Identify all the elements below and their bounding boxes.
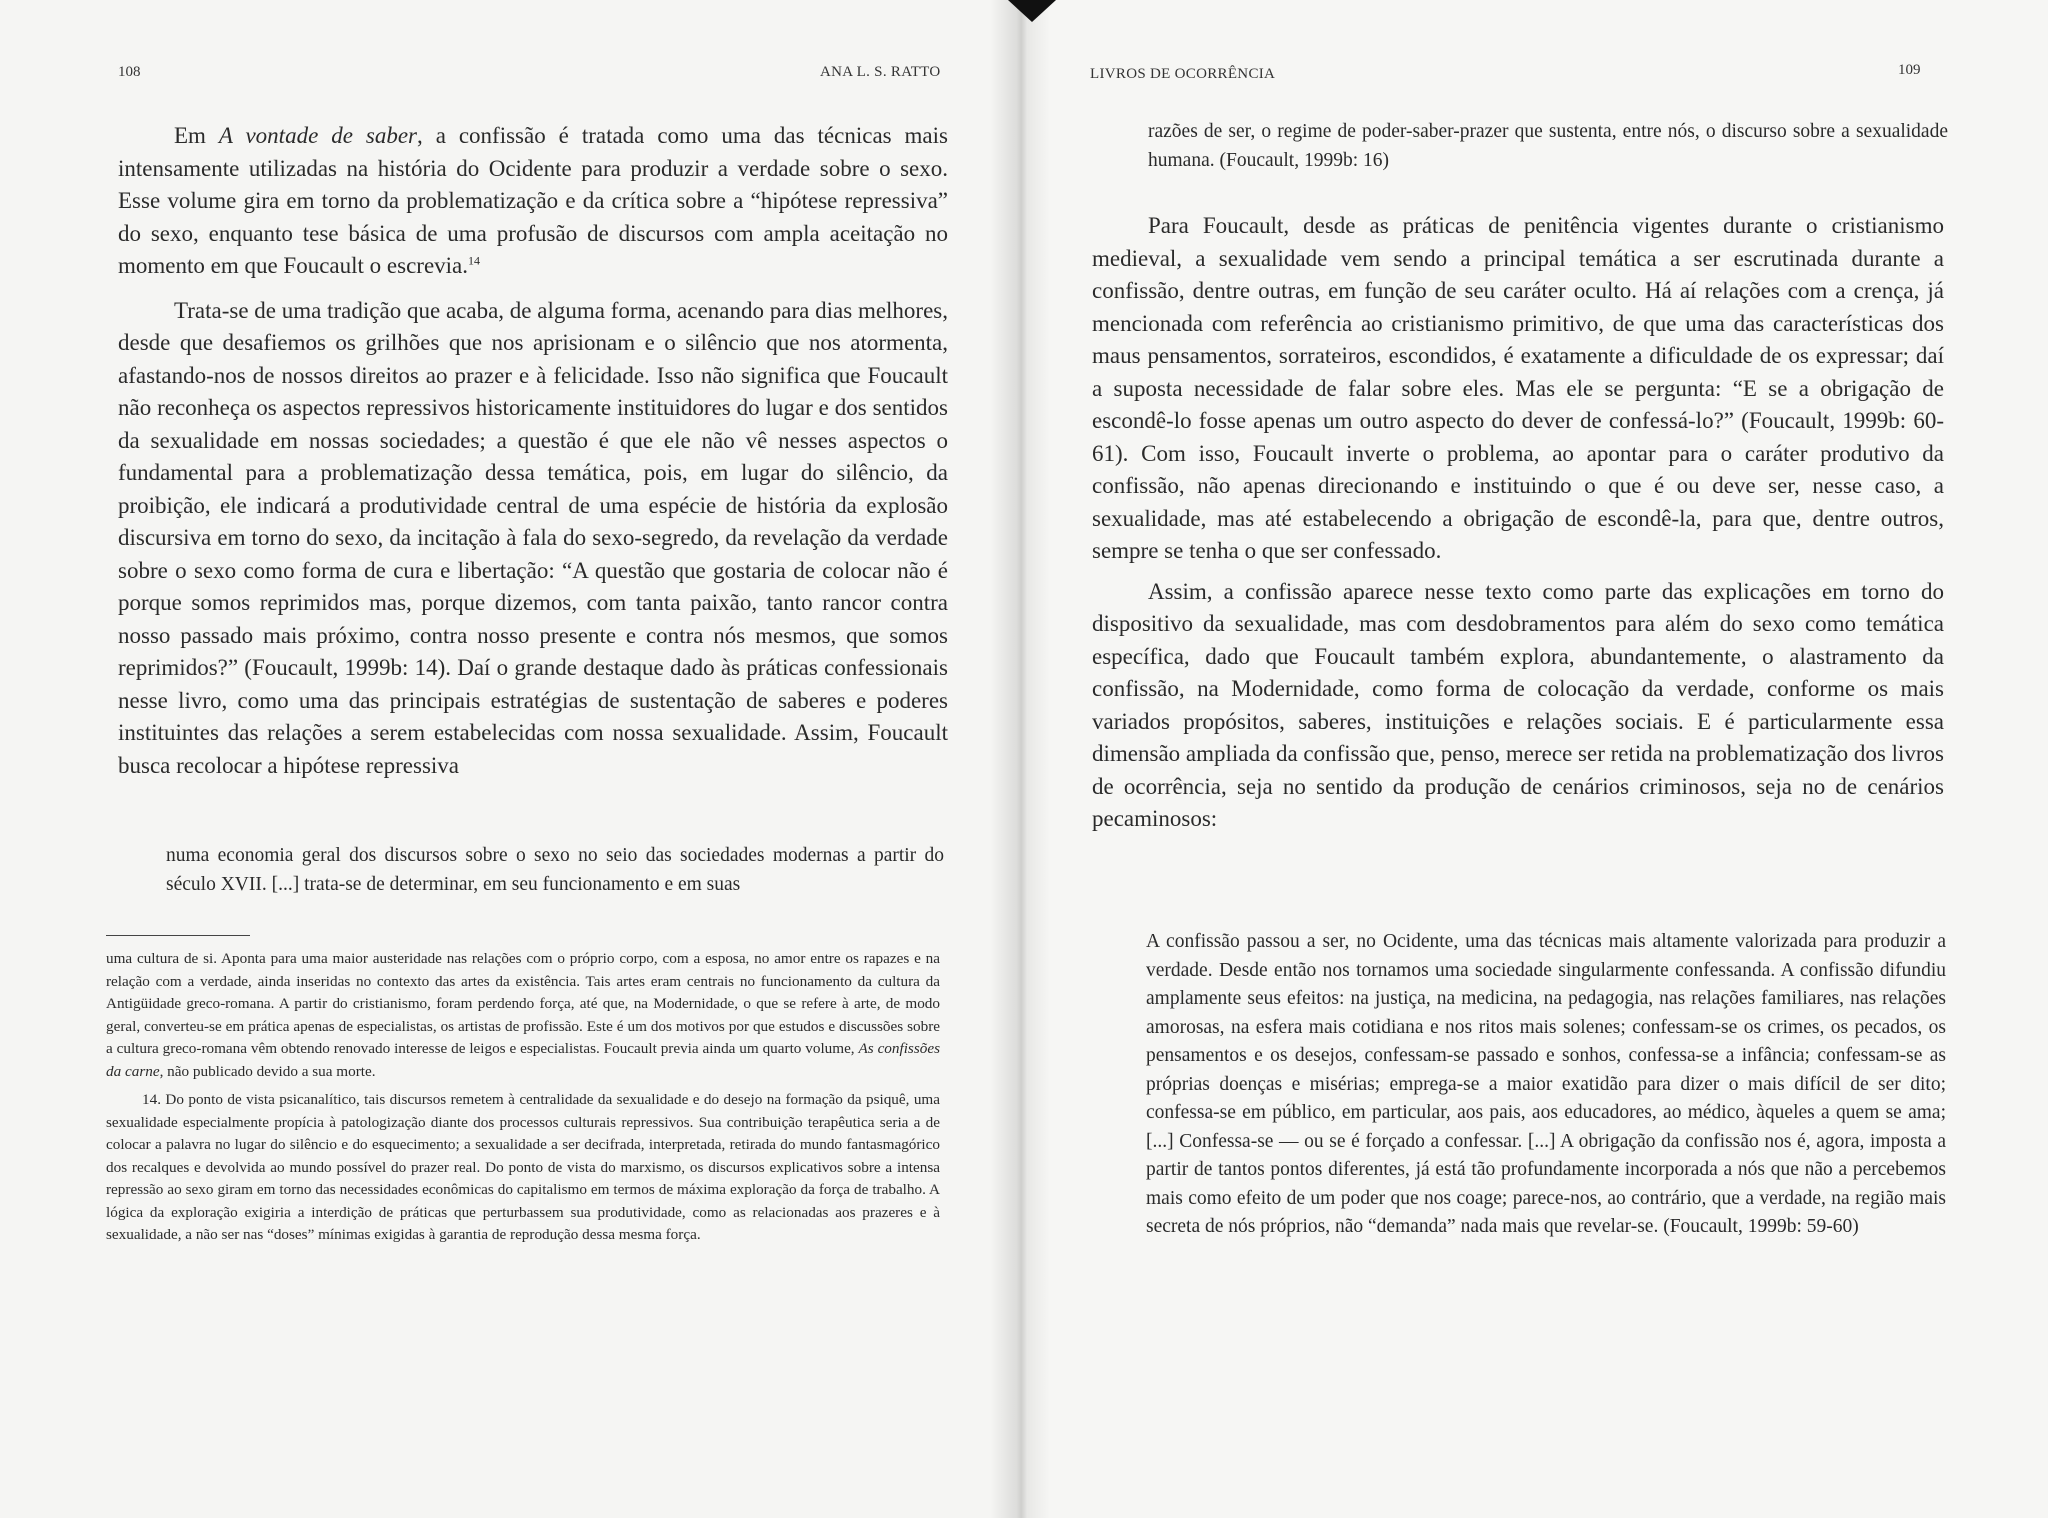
- right-quote-continuation: razões de ser, o regime de poder-saber-prazer que sustenta, entre nós, o discurso sobre a sexualidade humana. (Foucault, 1999b: 16): [1148, 121, 1948, 171]
- book-title: A vontade de saber: [218, 123, 417, 148]
- left-main-text: [118, 120, 948, 782]
- left-page: [0, 0, 1020, 1518]
- book-gutter: [990, 0, 1050, 1518]
- footnote-rule: [106, 935, 250, 936]
- left-paragraph-2: Trata-se de uma tradição que acaba, de alguma forma, acenando para dias melhores, desde que desafiemos os grilhões que nos aprisionam e o silêncio que nos atormenta, afastando-nos de nossos direitos ao prazer e à felicidade. Isso não significa que Foucault não reconheça os aspectos repressivos historicamente instituidores do lugar e dos sentidos da sexualidade em nossas sociedades; a questão é que ele não vê nesses aspectos o fundamental para a problematização dessa temática, pois, em lugar do silêncio, da proibição, ele indicará a produtividade central de uma espécie de história da explosão discursiva em torno do sexo, da incitação à fala do sexo-segredo, da revelação da verdade sobre o sexo como forma de cura e libertação: “A questão que gostaria de colocar não é porque somos reprimidos mas, porque dizemos, com tanta paixão, tanto rancor contra nosso passado mais próximo, contra nosso presente e contra nós mesmos, que somos reprimidos?” (Foucault, 1999b: 14). Daí o grande destaque dado às práticas confessionais nesse livro, como uma das principais estratégias de sustentação de saberes e poderes instituintes das relações a serem estabelecidas com nossa sexualidade. Assim, Foucault busca recolocar a hipótese repressiva: [118, 297, 948, 778]
- footnote-14: 14. Do ponto de vista psicanalítico, tais discursos remetem à centralidade da sexualidade e do desejo na formação da psiquê, uma sexualidade especialmente propícia à patologização diante dos processos culturais repressivos. Sua contribuição terapêutica seria a de colocar a palavra no lugar do silêncio e do esquecimento; a sexualidade a ser decifrada, interpretada, retirada do mundo fantasmagórico dos recalques e devolvida ao mundo possível do prazer real. Do ponto de vista do marxismo, os discursos explicativos sobre a intensa repressão ao sexo giram em torno das necessidades econômicas do capitalismo em termos de máxima exploração da força de trabalho. A lógica da exploração exigiria a interdição de práticas que perturbassem sua produtividade, como as relacionadas aos prazeres e à sexualidade, a não ser nas “doses” mínimas exigidas à garantia de reprodução dessa mesma força.: [106, 1091, 940, 1243]
- right-main-text: [1092, 210, 1944, 836]
- footnote-continuation: uma cultura de si. Aponta para uma maior austeridade nas relações com o próprio corpo, com a esposa, no amor entre os rapazes e na relação com a verdade, ainda inseridas no contexto das artes da existência. Tais artes eram centrais no funcionamento da cultura da Antigüidade greco-romana. A partir do cristianismo, foram perdendo força, até que, na Modernidade, o que se refere à arte, de modo geral, converteu-se em prática apenas de especialistas, os artistas de profissão. Este é um dos motivos por que estudos e discussões sobre a cultura greco-romana vêm obtendo renovado interesse de leigos e especialistas. Foucault previa ainda um quarto volume, As confissões da carne, não publicado devido a sua morte.: [106, 950, 940, 1080]
- left-block-quote: numa economia geral dos discursos sobre o sexo no seio das sociedades modernas a partir do século XVII. [...] trata-se de determinar, em seu funcionamento e em suas: [166, 845, 944, 895]
- page-number-left: 108: [118, 64, 141, 80]
- spine-marker: [1008, 0, 1056, 22]
- right-page: [1020, 0, 2048, 1518]
- right-paragraph-1: Para Foucault, desde as práticas de penitência vigentes durante o cristianismo medieval, a sexualidade vem sendo a principal temática a ser escrutinada durante a confissão, dentre outras, em função de seu caráter oculto. Há aí relações com a crença, já mencionada com referência ao cristianismo primitivo, de que uma das características dos maus pensamentos, sorrateiros, escondidos, é exatamente a dificuldade de os expressar; daí a suposta necessidade de falar sobre eles. Mas ele se pergunta: “E se a obrigação de escondê-lo fosse apenas um outro aspecto do dever de confessá-lo?” (Foucault, 1999b: 60-61). Com isso, Foucault inverte o problema, ao apontar para o caráter produtivo da confissão, não apenas direcionando e instituindo o que é ou deve ser, nesse caso, a sexualidade, mas até estabelecendo a obrigação de escondê-la, para que, dentre outros, sempre se tenha o que ser confessado.: [1092, 213, 1944, 563]
- right-block-quote: A confissão passou a ser, no Ocidente, uma das técnicas mais altamente valorizada para produzir a verdade. Desde então nos tornamos uma sociedade singularmente confessanda. A confissão difundiu amplamente seus efeitos: na justiça, na medicina, na pedagogia, nas relações familiares, nas relações amorosas, na esfera mais cotidiana e nos ritos mais solenes; confessam-se os crimes, os pecados, os pensamentos e os desejos, confessam-se passado e sonhos, confessa-se a infância; confessam-se as próprias doenças e misérias; emprega-se a maior exatidão para dizer o mais difícil de ser dito; confessa-se em público, em particular, aos pais, aos educadores, ao médico, àqueles a quem se ama; [...] Confessa-se — ou se é forçado a confessar. [...] A obrigação da confissão nos é, agora, imposta a partir de tantos pontos diferentes, já está tão profundamente incorporada a nós que não a percebemos mais como efeito de um poder que nos coage; parece-nos, ao contrário, que a verdade, na região mais secreta de nós próprios, não “demanda” nada mais que revelar-se. (Foucault, 1999b: 59-60): [1146, 931, 1946, 1237]
- running-head-title: LIVROS DE OCORRÊNCIA: [1090, 66, 1276, 82]
- running-head-author: ANA L. S. RATTO: [820, 64, 941, 80]
- footnote-ref-14: 14: [468, 253, 481, 268]
- page-number-right: 109: [1898, 62, 1921, 78]
- left-paragraph-1: Em A vontade de saber, a confissão é tratada como uma das técnicas mais intensamente utilizadas na história do Ocidente para produzir a verdade sobre o sexo. Esse volume gira em torno da problematização e da crítica sobre a “hipótese repressiva” do sexo, enquanto tese básica de uma profusão de discursos com ampla aceitação no momento em que Foucault o escrevia.$^{14}$: [118, 123, 948, 278]
- left-footnotes: [106, 948, 940, 1247]
- right-paragraph-2: Assim, a confissão aparece nesse texto como parte das explicações em torno do dispositivo da sexualidade, mas com desdobramentos para além do sexo como temática específica, dado que Foucault também explora, abundantemente, o alastramento da confissão, na Modernidade, como forma de colocação da verdade, conforme os mais variados propósitos, saberes, instituições e relações sociais. E é particularmente essa dimensão ampliada da confissão que, penso, merece ser retida na problematização dos livros de ocorrência, seja no sentido da produção de cenários criminosos, seja no de cenários pecaminosos:: [1092, 578, 1944, 831]
